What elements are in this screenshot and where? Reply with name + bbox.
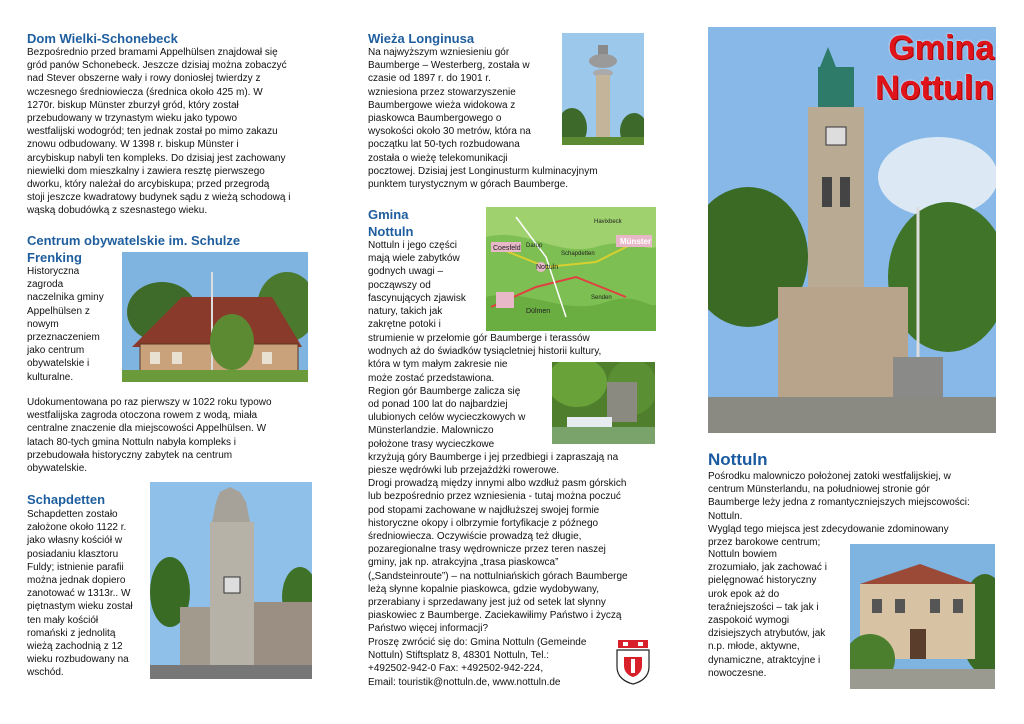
text-gmina-short: Nottuln i jego części mają wiele zabytków godnych uwagi – począwszy od fascynujących zjawisk natury, takich jak zakrętne potoki i [368, 240, 466, 331]
text-contact: Proszę zwrócić się do: Gmina Nottuln (Gemeinde Nottuln) Stiftsplatz 8, 48301 Nottuln, Tel.: +492502-942-0 Fax: +492502-942-224, Email: touristik@nottuln.de, www.nottuln.de [368, 637, 587, 688]
heading-gmina-nottuln: Gmina Nottuln [368, 207, 414, 239]
text-nottuln-intro: Pośrodku malowniczo położonej zatoki westfalijskiej, w centrum Münsterlandu, na południowej stronie gór Baumberge leży jedna z romantyczniejszych miejscowości: Nottuln. Wygląd tego miejsca jest zdecydowanie zdominowany przez barokowe centrum; [708, 471, 970, 549]
map-label-darup: Darup [526, 243, 543, 249]
text-schapdetten: Schapdetten zostało założone około 1122 r. jako własny kościół w posiadaniu klasztoru Fuldy; istnienie parafii można jednak dopiero zanotować w 1313r.. W piętnastym wieku został ten mały kościół romański z jednolitą wieżą zachodnią z 12 wieku rozbudowany na wschód. [27, 509, 133, 679]
heading-schonebeck: Dom Wielki-Schonebeck [27, 31, 178, 46]
cover-title: Gmina Nottuln [875, 29, 994, 107]
photo-farmhouse [122, 252, 308, 382]
heading-nottuln: Nottuln [708, 450, 768, 469]
map-label-nottuln: Nottuln [536, 264, 559, 271]
map-label-dulmen: Dülmen [526, 308, 551, 315]
map-label-munster: Münster [620, 237, 652, 246]
heading-centrum: Centrum obywatelskie im. Schulze Frenking [27, 233, 241, 265]
map-region [486, 207, 656, 331]
map-label-havixbeck: Havixbeck [594, 219, 622, 225]
heading-schapdetten: Schapdetten [27, 492, 106, 507]
text-centrum-long: Udokumentowana po raz pierwszy w 1022 roku typowo westfalijska zagroda otoczona rowem z wodą, miała centralne znaczenie dla miejscowości Appelhülsen. W latach 80-tych gmina Nottuln nabyła kompleks i przebudowała historyczny zabytek na centrum obywatelskie. [27, 397, 272, 475]
photo-baroque-building [850, 544, 995, 689]
heading-longinus: Wieża Longinusa [368, 31, 475, 46]
text-nottuln-body: Nottuln bowiem zrozumiało, jak zachować i pielęgnować historyczny urok epok aż do teraźniejszości – tak jak i zaspokoić wymogi dzisiejszych atrybutów, jak n.p. młode, aktywne, dynamiczne, atraktcyjne i nowoczesne. [708, 549, 827, 679]
map-label-schapdetten: Schapdetten [561, 251, 595, 257]
text-centrum-short: Historyczna zagroda naczelnika gminy Appelhülsen z nowym przeznaczeniem jako centrum obywatelskie i kulturalne. [27, 266, 104, 383]
map-label-senden: Senden [591, 295, 612, 301]
text-longinus: Na najwyższym wzniesieniu gór Baumberge – Westerberg, została w czasie od 1897 r. do 1901 r. wzniesiona przez stowarzyszenie Baumbergowe wieża widokowa z piaskowca Baumbergowego o wysokości około 30 metrów, która na początku lat 50-tych rozbudowana została o wieżę telekomunikacji pocztowej. Dzisiaj jest Longinusturm kulminacyjnym punktem turystycznym w górach Baumberge. [368, 47, 598, 191]
map-label-coesfeld: Coesfeld [493, 245, 521, 252]
photo-schapdetten-church [150, 482, 312, 679]
text-schonebeck: Bezpośrednio przed bramami Appelhülsen znajdował się gród panów Schonebeck. Jeszcze dzisiaj można zobaczyć nad Stever obszerne wały i rowy doniosłej twierdzy z wczesnego średniowiecza (średnica około 425 m). W 1270r. biskup Münster zburzył gród, który został przebudowany w trzynastym wieku jako typowo westfalijski wodogród; ten jednak został po mimo zakazu znowu odbudowany. W 1398 r. biskup Münster i arcybiskup nabyli ten kompleks. Do dzisiaj jest zachowany niewielki dom mieszkalny i zawiera resztę pierwszego dworku, który należał do arcybiskupa; przed przegrodą stoji jeszcze kwadratowy budynek sądu z wieżą schodową i wąską dobudówką z szesnastego wieku. [27, 47, 291, 217]
coat-of-arms-icon [614, 639, 652, 685]
text-gmina-long: strumienie w przełomie gór Baumberge i terassów wodnych aż do świadków tysiącletniej historii kultury, która w tym małym zakresie nie może zostać przedstawiona. Region gór Baumberge zalicza się od ponad 100 lat do najbardziej ulubionych celów wycieczkowych w Münsterlandzie. Malowniczo położone trasy wycieczkowe krzyżują góry Baumberge i jej przedbiegi i zapraszają na piesze wędrówki lub przejażdżki rowerowe. Drogi prowadzą między innymi albo wzdłuż pasm górskich lub bezpośrednio przez wzniesienia - tutaj można poczuć pod stopami zachowane w najdłuższej swojej formie historyczne okopy i olbrzymie fortyfikacje z późnego średniowiecza. Oczywiście prowadzą też długie, pozaregionalne trasy wędrownicze przez teren naszej gminy, jak np. atrakcyjna „trasa piaskowca” („Sandsteinroute”) – na nottulniańskich górach Baumberge leżą słynne kopalnie piaskowca, gdzie wydobywany, przerabiany i sprzedawany jest już od setek lat słynny piaskowiec z Baumberge. Zaciekawiłimy Państwo i życzą Państwo więcej informacji? [368, 333, 628, 635]
